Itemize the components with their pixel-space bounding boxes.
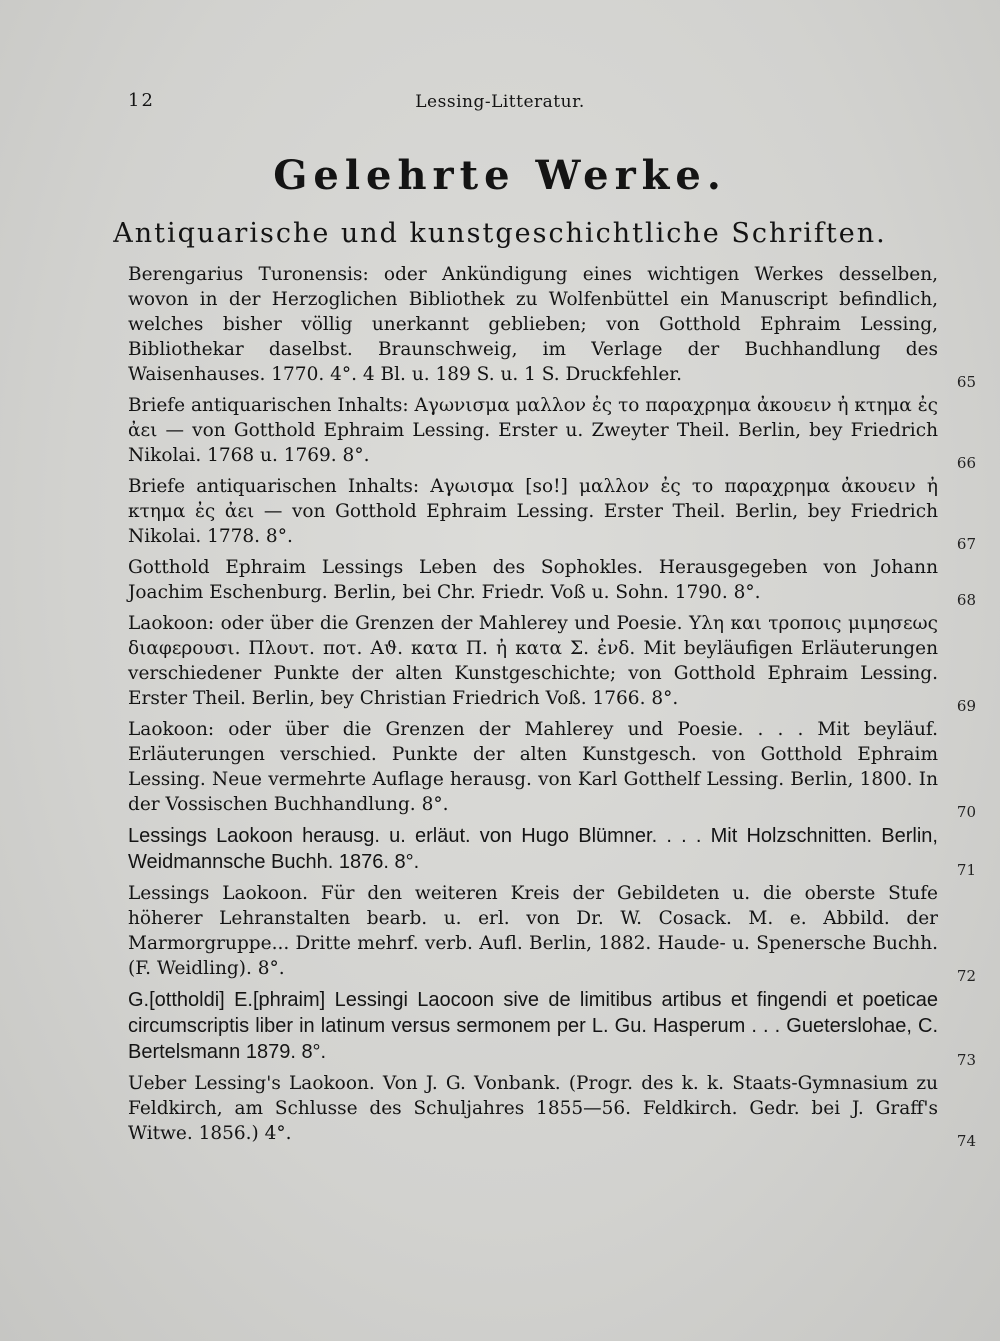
bibliography-entry (128, 881, 976, 985)
bibliography-entry (128, 611, 976, 715)
entry-text: Gotthold Ephraim Lessings Leben des Sophokles. Herausgegeben von Johann Joachim Eschenburg. Berlin, bei Chr. Friedr. Voß u. Sohn. 1790. 8°. (128, 557, 938, 603)
section-subheading: Antiquarische und kunstgeschichtliche Schriften. (113, 218, 887, 249)
bibliography-entry (128, 987, 976, 1069)
entry-number: 65 (956, 373, 976, 391)
entry-text: Laokoon: oder über die Grenzen der Mahlerey und Poesie. . . . Mit beyläuf. Erläuterungen verschied. Punkte der alten Kunstgesch. von Gotthold Ephraim Lessing. Neue vermehrte Auflage herausg. von Karl Gotthelf Lessing. Berlin, 1800. In der Vossischen Buchhandlung. 8°. (128, 719, 938, 815)
entry-number: 68 (956, 591, 976, 609)
bibliography-entry (128, 823, 976, 879)
entry-number: 67 (956, 535, 976, 553)
page-number: 12 (128, 90, 155, 111)
bibliography-entry (128, 1071, 976, 1150)
entry-text: G.[ottholdi] E.[phraim] Lessingi Laocoon sive de limitibus artibus et fingendi et poeticae circumscriptis liber in latinum versus sermonem per L. Gu. Hasperum . . . Gueterslohae, C. Bertelsmann 1879. 8°. (128, 989, 938, 1063)
bibliography-entry (128, 262, 976, 391)
entry-text: Berengarius Turonensis: oder Ankündigung eines wichtigen Werkes desselben, wovon in der Herzoglichen Bibliothek zu Wolfenbüttel ein Manuscript befindlich, welches bisher völlig unerkannt geblieben; von Gotthold Ephraim Lessing, Bibliothekar daselbst. Braunschweig, im Verlage der Buchhandlung des Waisenhauses. 1770. 4°. 4 Bl. u. 189 S. u. 1 S. Druckfehler. (128, 264, 938, 385)
bibliography-entry (128, 393, 976, 472)
entry-number: 71 (956, 861, 976, 879)
entry-number: 66 (956, 454, 976, 472)
section-heading: Gelehrte Werke. (273, 152, 727, 199)
entry-text: Lessings Laokoon herausg. u. erläut. von Hugo Blümner. . . . Mit Holzschnitten. Berlin, Weidmannsche Buchh. 1876. 8°. (128, 825, 938, 873)
entry-text: Laokoon: oder über die Grenzen der Mahlerey und Poesie. Υλη και τροποις μιμησεως διαφερουσι. Πλουτ. ποτ. Αϑ. κατα Π. ἠ κατα Σ. ἐνδ. Mit beyläufigen Erläuterungen verschiedener Punkte der alten Kunstgeschichte; von Gotthold Ephraim Lessing. Erster Theil. Berlin, bey Christian Friedrich Voß. 1766. 8°. (128, 613, 938, 709)
entry-number: 73 (956, 1051, 976, 1069)
entry-text: Ueber Lessing's Laokoon. Von J. G. Vonbank. (Progr. des k. k. Staats-Gymnasium zu Feldkirch, am Schlusse des Schuljahres 1855—56. Feldkirch. Gedr. bei J. Graff's Witwe. 1856.) 4°. (128, 1073, 938, 1144)
entry-number: 70 (956, 803, 976, 821)
entry-text: Briefe antiquarischen Inhalts: Αγωνισμα μαλλον ἐς το παραχρημα ἀκουειν ἠ κτημα ἐς ἀει — von Gotthold Ephraim Lessing. Erster u. Zweyter Theil. Berlin, bey Friedrich Nikolai. 1768 u. 1769. 8°. (128, 395, 938, 466)
bibliography-entry (128, 474, 976, 553)
entry-number: 72 (956, 967, 976, 985)
entry-number: 69 (956, 697, 976, 715)
running-head: Lessing-Litteratur. (415, 92, 585, 112)
entry-number: 74 (956, 1132, 976, 1150)
bibliography-entry (128, 717, 976, 821)
entry-text: Lessings Laokoon. Für den weiteren Kreis der Gebildeten u. die oberste Stufe höherer Lehranstalten bearb. u. erl. von Dr. W. Cosack. M. e. Abbild. der Marmorgruppe... Dritte mehrf. verb. Aufl. Berlin, 1882. Haude- u. Spenersche Buchh. (F. Weidling). 8°. (128, 883, 938, 979)
bibliography-entry (128, 555, 976, 609)
bibliography-list (128, 262, 976, 1152)
entry-text: Briefe antiquarischen Inhalts: Αγωισμα [so!] μαλλον ἐς το παραχρημα ἀκουειν ἠ κτημα ἐς ἀει — von Gotthold Ephraim Lessing. Erster Theil. Berlin, bey Friedrich Nikolai. 1778. 8°. (128, 476, 938, 547)
